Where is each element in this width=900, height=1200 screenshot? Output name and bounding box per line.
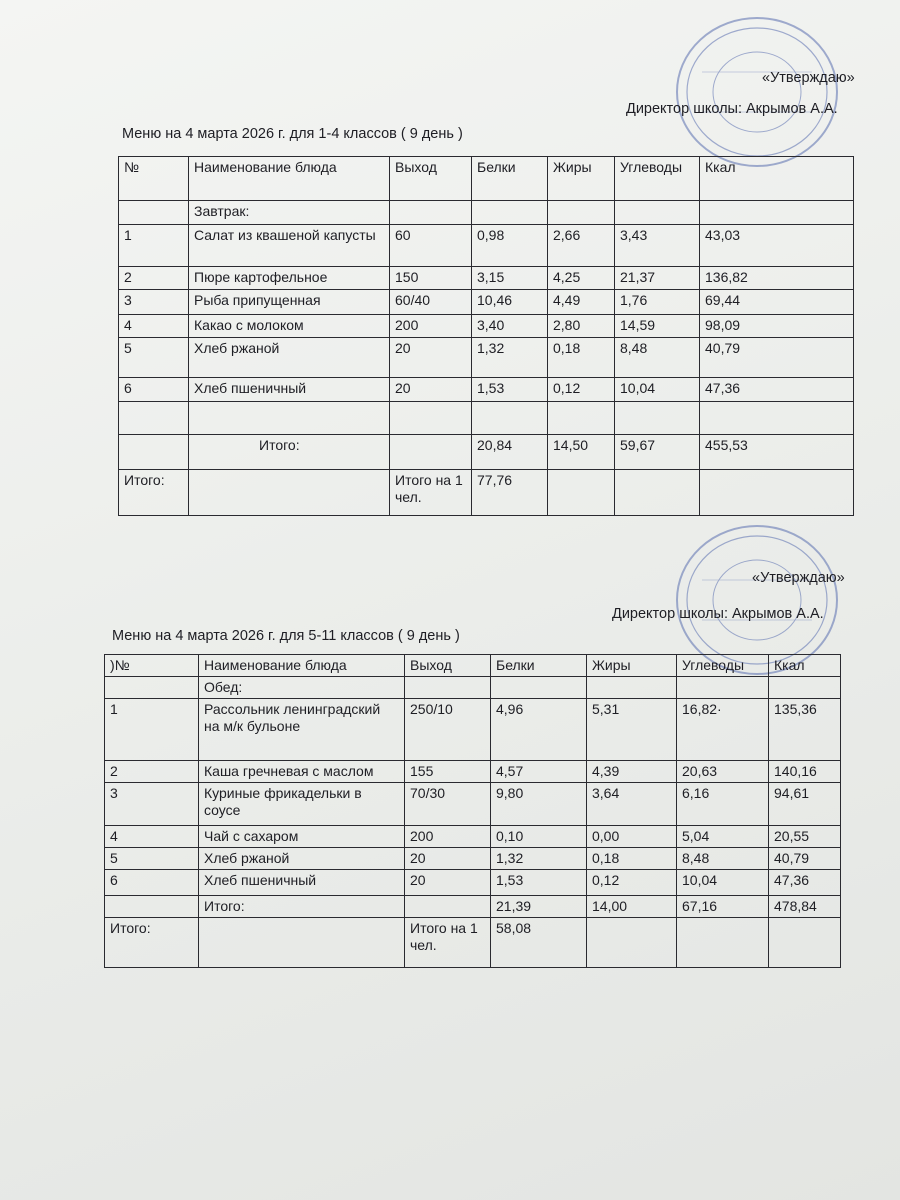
menu-title-1: Меню на 4 марта 2026 г. для 1-4 классов ( 9 день ) — [122, 126, 463, 142]
col-header-carbs: Углеводы — [615, 157, 700, 201]
dish-carbs: 16,82· — [677, 699, 769, 761]
subtotal-carbs: 67,16 — [677, 896, 769, 918]
table-row — [119, 315, 854, 338]
dish-carbs: 8,48 — [677, 848, 769, 870]
dish-output: 150 — [390, 267, 472, 290]
menu-title-2: Меню на 4 марта 2026 г. для 5-11 классов ( 9 день ) — [112, 628, 460, 644]
table-row — [119, 338, 854, 378]
dish-name: Рассольник ленинградский на м/к бульоне — [199, 699, 405, 761]
per-person-label: Итого на 1 чел. — [390, 470, 472, 516]
subtotal-fat: 14,00 — [587, 896, 677, 918]
dish-protein: 3,40 — [472, 315, 548, 338]
row-no: 1 — [119, 225, 189, 267]
dish-protein: 0,98 — [472, 225, 548, 267]
dish-name: Хлеб ржаной — [199, 848, 405, 870]
row-no: 1 — [105, 699, 199, 761]
dish-kcal: 20,55 — [769, 826, 841, 848]
dish-kcal: 43,03 — [700, 225, 854, 267]
row-no: 5 — [119, 338, 189, 378]
dish-protein: 1,32 — [472, 338, 548, 378]
subtotal-label: Итого: — [199, 896, 405, 918]
dish-protein: 4,96 — [491, 699, 587, 761]
dish-carbs: 8,48 — [615, 338, 700, 378]
dish-output: 200 — [405, 826, 491, 848]
dish-output: 20 — [405, 848, 491, 870]
dish-name: Пюре картофельное — [189, 267, 390, 290]
approve-label-1: «Утверждаю» — [762, 70, 855, 86]
col-header-fat: Жиры — [548, 157, 615, 201]
dish-name: Каша гречневая с маслом — [199, 761, 405, 783]
menu-table-1 — [118, 156, 854, 516]
total-label: Итого: — [105, 918, 199, 968]
meal-row — [119, 201, 854, 225]
director-line-1: Директор школы: Акрымов А.А. — [626, 101, 838, 117]
dish-kcal: 47,36 — [700, 378, 854, 402]
dish-fat: 2,66 — [548, 225, 615, 267]
table-row — [119, 378, 854, 402]
dish-fat: 0,18 — [587, 848, 677, 870]
row-no: 3 — [119, 290, 189, 315]
subtotal-fat: 14,50 — [548, 435, 615, 470]
dish-output: 20 — [405, 870, 491, 896]
table-row — [105, 783, 841, 826]
total-row — [105, 918, 841, 968]
approve-label-2: «Утверждаю» — [752, 570, 845, 586]
dish-fat: 2,80 — [548, 315, 615, 338]
meal-label: Обед: — [199, 677, 405, 699]
total-row — [119, 470, 854, 516]
dish-protein: 4,57 — [491, 761, 587, 783]
dish-protein: 0,10 — [491, 826, 587, 848]
dish-protein: 9,80 — [491, 783, 587, 826]
subtotal-kcal: 455,53 — [700, 435, 854, 470]
subtotal-protein: 21,39 — [491, 896, 587, 918]
dish-fat: 0,18 — [548, 338, 615, 378]
dish-kcal: 69,44 — [700, 290, 854, 315]
dish-name: Рыба припущенная — [189, 290, 390, 315]
col-header-carbs: Углеводы — [677, 655, 769, 677]
dish-carbs: 10,04 — [615, 378, 700, 402]
dish-protein: 1,32 — [491, 848, 587, 870]
dish-name: Хлеб пшеничный — [189, 378, 390, 402]
row-no: 6 — [105, 870, 199, 896]
row-no: 6 — [119, 378, 189, 402]
dish-carbs: 14,59 — [615, 315, 700, 338]
director-line-2: Директор школы: Акрымов А.А. — [612, 606, 824, 622]
dish-carbs: 10,04 — [677, 870, 769, 896]
subtotal-kcal: 478,84 — [769, 896, 841, 918]
table-row — [105, 826, 841, 848]
subtotal-row — [105, 896, 841, 918]
dish-output: 200 — [390, 315, 472, 338]
table-header-row — [105, 655, 841, 677]
table-header-row — [119, 157, 854, 201]
table-row — [119, 225, 854, 267]
dish-carbs: 20,63 — [677, 761, 769, 783]
dish-output: 20 — [390, 338, 472, 378]
dish-name: Хлеб пшеничный — [199, 870, 405, 896]
empty-row — [119, 402, 854, 435]
dish-carbs: 1,76 — [615, 290, 700, 315]
dish-protein: 10,46 — [472, 290, 548, 315]
dish-fat: 5,31 — [587, 699, 677, 761]
dish-kcal: 98,09 — [700, 315, 854, 338]
dish-kcal: 47,36 — [769, 870, 841, 896]
dish-fat: 4,49 — [548, 290, 615, 315]
subtotal-label: Итого: — [189, 435, 390, 470]
dish-name: Хлеб ржаной — [189, 338, 390, 378]
dish-carbs: 5,04 — [677, 826, 769, 848]
col-header-name: Наименование блюда — [189, 157, 390, 201]
col-header-output: Выход — [390, 157, 472, 201]
row-no: 5 — [105, 848, 199, 870]
total-label: Итого: — [119, 470, 189, 516]
table-row — [105, 699, 841, 761]
dish-protein: 1,53 — [491, 870, 587, 896]
dish-name: Какао с молоком — [189, 315, 390, 338]
dish-name: Салат из квашеной капусты — [189, 225, 390, 267]
dish-fat: 3,64 — [587, 783, 677, 826]
dish-fat: 4,25 — [548, 267, 615, 290]
col-header-name: Наименование блюда — [199, 655, 405, 677]
dish-protein: 3,15 — [472, 267, 548, 290]
col-header-kcal: Ккал — [700, 157, 854, 201]
table-row — [105, 848, 841, 870]
col-header-protein: Белки — [472, 157, 548, 201]
dish-output: 60 — [390, 225, 472, 267]
row-no: 3 — [105, 783, 199, 826]
dish-fat: 0,12 — [548, 378, 615, 402]
dish-kcal: 135,36 — [769, 699, 841, 761]
table-row — [119, 267, 854, 290]
row-no: 4 — [105, 826, 199, 848]
row-no: 2 — [105, 761, 199, 783]
dish-output: 20 — [390, 378, 472, 402]
table-row — [119, 290, 854, 315]
col-header-no: )№ — [105, 655, 199, 677]
meal-label: Завтрак: — [189, 201, 390, 225]
subtotal-protein: 20,84 — [472, 435, 548, 470]
dish-output: 60/40 — [390, 290, 472, 315]
col-header-output: Выход — [405, 655, 491, 677]
table-row — [105, 870, 841, 896]
dish-carbs: 21,37 — [615, 267, 700, 290]
row-no: 4 — [119, 315, 189, 338]
dish-output: 155 — [405, 761, 491, 783]
menu-table-2 — [104, 654, 841, 968]
dish-kcal: 40,79 — [769, 848, 841, 870]
dish-carbs: 3,43 — [615, 225, 700, 267]
dish-kcal: 40,79 — [700, 338, 854, 378]
subtotal-carbs: 59,67 — [615, 435, 700, 470]
dish-output: 70/30 — [405, 783, 491, 826]
table-row — [105, 761, 841, 783]
col-header-protein: Белки — [491, 655, 587, 677]
meal-row — [105, 677, 841, 699]
per-person-value: 77,76 — [472, 470, 548, 516]
col-header-no: № — [119, 157, 189, 201]
dish-carbs: 6,16 — [677, 783, 769, 826]
dish-fat: 4,39 — [587, 761, 677, 783]
dish-kcal: 140,16 — [769, 761, 841, 783]
dish-kcal: 94,61 — [769, 783, 841, 826]
dish-fat: 0,12 — [587, 870, 677, 896]
col-header-kcal: Ккал — [769, 655, 841, 677]
dish-output: 250/10 — [405, 699, 491, 761]
dish-kcal: 136,82 — [700, 267, 854, 290]
subtotal-row — [119, 435, 854, 470]
per-person-label: Итого на 1 чел. — [405, 918, 491, 968]
school-stamp-1 — [672, 12, 842, 172]
row-no: 2 — [119, 267, 189, 290]
dish-name: Куриные фрикадельки в соусе — [199, 783, 405, 826]
per-person-value: 58,08 — [491, 918, 587, 968]
dish-name: Чай с сахаром — [199, 826, 405, 848]
col-header-fat: Жиры — [587, 655, 677, 677]
dish-fat: 0,00 — [587, 826, 677, 848]
dish-protein: 1,53 — [472, 378, 548, 402]
